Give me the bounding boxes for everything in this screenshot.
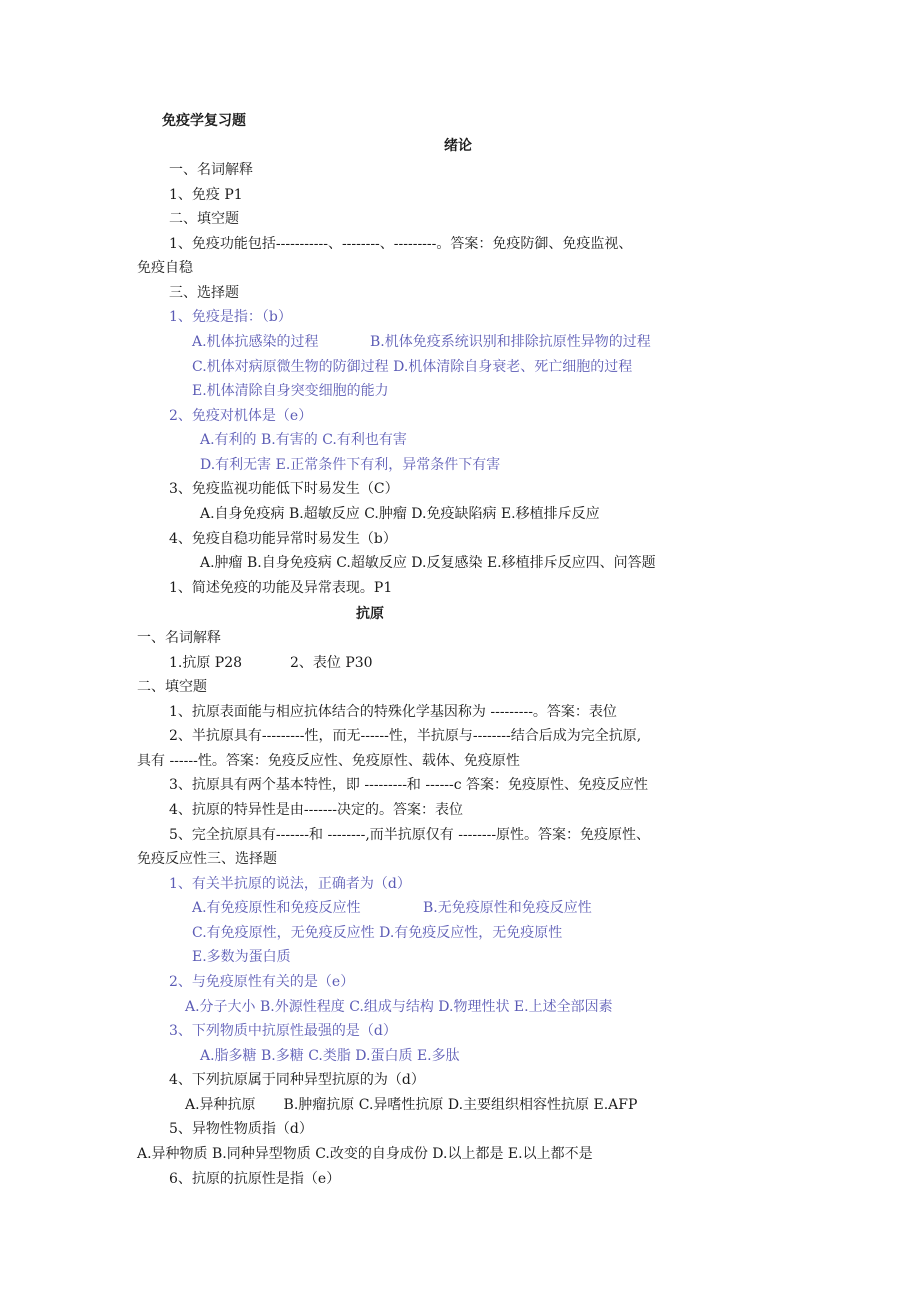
question-line: 4、免疫自稳功能异常时易发生（b） — [169, 531, 397, 547]
text-line: 1、抗原表面能与相应抗体结合的特殊化学基因称为 ---------。答案：表位 — [169, 704, 617, 720]
question-line: 4、下列抗原属于同种异型抗原的为（d） — [169, 1072, 425, 1088]
question-line: 6、抗原的抗原性是指（e） — [169, 1171, 341, 1187]
option-line: A.机体抗感染的过程 — [192, 334, 319, 350]
text-line: 1、免疫功能包括-----------、--------、---------。答案：免疫防御、免疫监视、 — [169, 236, 633, 252]
option-line: C.有免疫原性，无免疫反应性 D.有免疫反应性，无免疫原性 — [192, 925, 563, 941]
text-line: 免疫自稳 — [137, 260, 193, 276]
doc-title: 免疫学复习题 — [162, 113, 246, 129]
text-line: 一、名词解释 — [169, 162, 253, 178]
text-line: 2、表位 P30 — [290, 655, 373, 671]
option-line: E.机体清除自身突变细胞的能力 — [192, 383, 389, 399]
option-line: D.有利无害 E.正常条件下有利，异常条件下有害 — [200, 457, 501, 473]
option-line: A.分子大小 B.外源性程度 C.组成与结构 D.物理性状 E.上述全部因素 — [185, 999, 613, 1015]
text-line: 具有 ------性。答案：免疫反应性、免疫原性、载体、免疫原性 — [137, 753, 520, 769]
text-line: 3、抗原具有两个基本特性，即 ---------和 ------c 答案：免疫原性、免疫反应性 — [169, 777, 649, 793]
question-line: 1、免疫是指：（b） — [169, 309, 292, 325]
option-line: A.肿瘤 B.自身免疫病 C.超敏反应 D.反复感染 E.移植排斥反应四、问答题 — [200, 555, 656, 571]
question-line: 3、下列物质中抗原性最强的是（d） — [169, 1023, 397, 1039]
option-line: A.脂多糖 B.多糖 C.类脂 D.蛋白质 E.多肽 — [200, 1048, 460, 1064]
text-line: 一、名词解释 — [137, 630, 221, 646]
text-line: 1.抗原 P28 — [169, 655, 243, 671]
option-line: E.多数为蛋白质 — [192, 949, 291, 965]
question-line: 2、免疫对机体是（e） — [169, 408, 313, 424]
text-line: 免疫反应性三、选择题 — [137, 851, 277, 867]
question-line: 5、异物性物质指（d） — [169, 1121, 313, 1137]
question-line: 1、有关半抗原的说法，正确者为（d） — [169, 876, 411, 892]
text-line: 2、半抗原具有---------性，而无------性，半抗原与--------结合后成为完全抗原, — [169, 728, 642, 744]
text-line: 二、填空题 — [137, 679, 207, 695]
option-line: B.无免疫原性和免疫反应性 — [423, 900, 592, 916]
text-line: 三、选择题 — [169, 285, 239, 301]
question-line: 2、与免疫原性有关的是（e） — [169, 974, 355, 990]
section-heading-antigen: 抗原 — [356, 606, 384, 622]
text-line: 5、完全抗原具有-------和 --------,而半抗原仅有 --------原性。答案：免疫原性、 — [169, 827, 651, 843]
option-line: A.有利的 B.有害的 C.有利也有害 — [200, 432, 407, 448]
text-line: 二、填空题 — [169, 211, 239, 227]
option-line: A.自身免疫病 B.超敏反应 C.肿瘤 D.免疫缺陷病 E.移植排斥反应 — [200, 506, 600, 522]
option-line: A.有免疫原性和免疫反应性 — [192, 900, 361, 916]
option-line: B.机体免疫系统识别和排除抗原性异物的过程 — [370, 334, 651, 350]
text-line: 1、免疫 P1 — [169, 187, 243, 203]
question-line: 3、免疫监视功能低下时易发生（C） — [169, 481, 399, 497]
text-line: 1、简述免疫的功能及异常表现。P1 — [169, 580, 393, 596]
option-line: A.异种物质 B.同种异型物质 C.改变的自身成份 D.以上都是 E.以上都不是 — [137, 1146, 593, 1162]
text-line: 4、抗原的特异性是由-------决定的。答案：表位 — [169, 802, 464, 818]
option-line: C.机体对病原微生物的防御过程 D.机体清除自身衰老、死亡细胞的过程 — [192, 359, 633, 375]
option-line: A.异种抗原 B.肿瘤抗原 C.异嗜性抗原 D.主要组织相容性抗原 E.AFP — [185, 1097, 638, 1113]
section-heading-intro: 绪论 — [444, 138, 472, 154]
